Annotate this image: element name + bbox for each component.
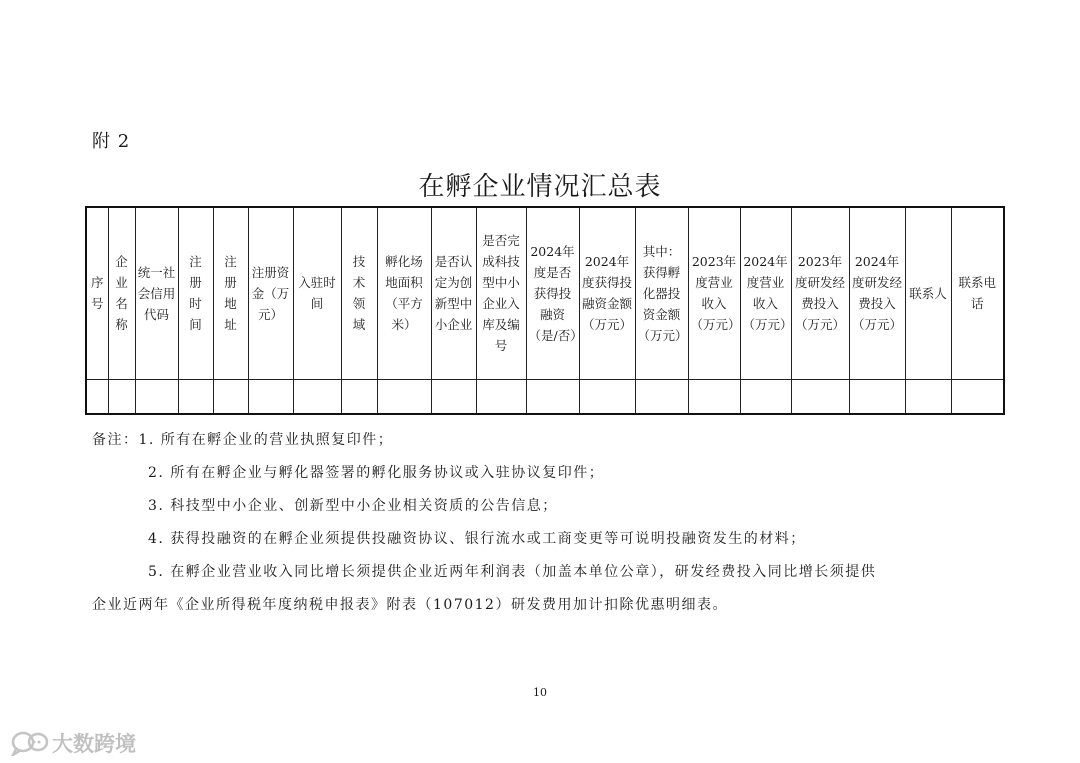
header-cell-revenue-2024: 2024年度营业收入（万元） — [740, 207, 791, 379]
table-cell — [951, 379, 1004, 414]
table-title: 在孵企业情况汇总表 — [418, 172, 662, 202]
chat-bubbles-logo-icon — [10, 730, 50, 756]
note-line-1: 备注：1. 所有在孵企业的营业执照复印件； — [92, 432, 394, 448]
table-cell — [791, 379, 849, 414]
header-cell-tech-field: 技术领域 — [341, 207, 377, 379]
header-cell-rd-2024: 2024年度研发经费投入（万元） — [849, 207, 905, 379]
table-cell — [86, 379, 108, 414]
table-cell — [526, 379, 579, 414]
table-cell — [579, 379, 635, 414]
header-cell-register-time: 注册时间 — [178, 207, 213, 379]
table-row — [86, 379, 1004, 414]
table-cell — [377, 379, 431, 414]
summary-table — [85, 206, 1005, 415]
watermark — [10, 728, 136, 758]
table-cell — [849, 379, 905, 414]
header-cell-contact-phone: 联系电话 — [951, 207, 1004, 379]
header-cell-company-name: 企业名称 — [108, 207, 135, 379]
page-number: 10 — [533, 686, 547, 699]
header-cell-revenue-2023: 2023年度营业收入（万元） — [688, 207, 740, 379]
appendix-label: 附 2 — [92, 131, 131, 152]
table-cell — [178, 379, 213, 414]
header-cell-financing-amount-2024: 2024年度获得投融资金额（万元） — [579, 207, 635, 379]
header-cell-incubator-investment: 其中：获得孵化器投资金额（万元） — [635, 207, 688, 379]
table-cell — [135, 379, 178, 414]
header-row — [86, 207, 1004, 379]
header-cell-register-capital: 注册资金（万元） — [248, 207, 293, 379]
table-cell — [688, 379, 740, 414]
table-cell — [108, 379, 135, 414]
table-cell — [476, 379, 526, 414]
note-line-5: 5. 在孵企业营业收入同比增长须提供企业近两年利润表（加盖本单位公章），研发经费投入同比增长须提供 — [148, 564, 877, 580]
header-cell-credit-code: 统一社会信用代码 — [135, 207, 178, 379]
table-cell — [740, 379, 791, 414]
header-cell-register-address: 注册地址 — [213, 207, 248, 379]
note-line-5-continued: 企业近两年《企业所得税年度纳税申报表》附表（107012）研发费用加计扣除优惠明细表。 — [92, 597, 728, 613]
table-cell — [213, 379, 248, 414]
header-cell-tech-sme-registration: 是否完成科技型中小企业入库及编号 — [476, 207, 526, 379]
notes-section — [92, 424, 997, 622]
header-cell-site-area: 孵化场地面积（平方米） — [377, 207, 431, 379]
note-line-2: 2. 所有在孵企业与孵化器签署的孵化服务协议或入驻协议复印件； — [148, 465, 605, 481]
table-cell — [293, 379, 341, 414]
watermark-text: 大数跨境 — [52, 732, 136, 756]
table-cell — [431, 379, 476, 414]
table-cell — [905, 379, 951, 414]
header-cell-rd-2023: 2023年度研发经费投入（万元） — [791, 207, 849, 379]
note-line-4: 4. 获得投融资的在孵企业须提供投融资协议、银行流水或工商变更等可说明投融资发生的材料； — [148, 531, 806, 547]
note-line-3: 3. 科技型中小企业、创新型中小企业相关资质的公告信息； — [148, 498, 558, 514]
header-cell-contact-person: 联系人 — [905, 207, 951, 379]
table-cell — [341, 379, 377, 414]
header-cell-innovative-sme: 是否认定为创新型中小企业 — [431, 207, 476, 379]
header-cell-financing-2024: 2024年度是否获得投融资（是/否） — [526, 207, 579, 379]
header-cell-serial: 序号 — [86, 207, 108, 379]
table-cell — [635, 379, 688, 414]
table-cell — [248, 379, 293, 414]
header-cell-entry-time: 入驻时间 — [293, 207, 341, 379]
